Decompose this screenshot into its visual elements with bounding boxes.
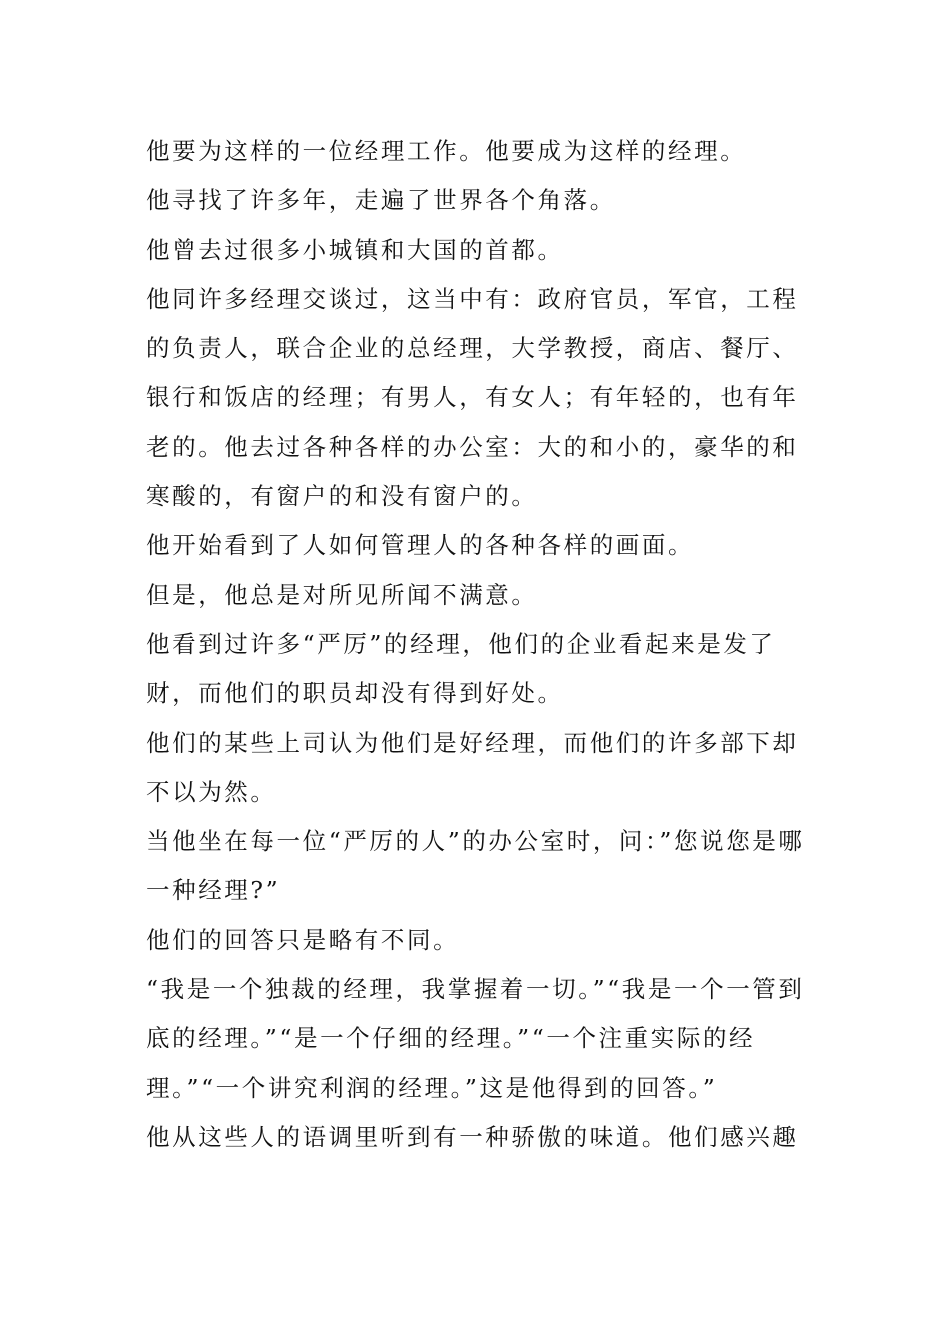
paragraph: 他开始看到了人如何管理人的各种各样的画面。	[146, 531, 695, 560]
paragraph: “我是一个独裁的经理，我掌握着一切。”“我是一个一管到底的经理。”“是一个仔细的经理。”“一个注重实际的经理。”“一个讲究利润的经理。”这是他得到的回答。”	[146, 975, 805, 1102]
paragraph: 他要为这样的一位经理工作。他要成为这样的经理。	[146, 137, 747, 165]
paragraph: 他同许多经理交谈过，这当中有：政府官员，军官，工程的负责人，联合企业的总经理，大学教授，商店、餐厅、银行和饭店的经理；有男人，有女人；有年轻的，也有年老的。他去过各种各样的办公室：大的和小的，豪华的和寒酸的，有窗户的和没有窗户的。	[146, 284, 799, 511]
paragraph: 他从这些人的语调里听到有一种骄傲的味道。他们感兴趣	[146, 1122, 799, 1151]
body-text	[146, 127, 810, 1162]
paragraph: 他们的回答只是略有不同。	[146, 925, 460, 954]
paragraph: 但是，他总是对所见所闻不满意。	[146, 580, 538, 609]
paragraph: 他寻找了许多年，走遍了世界各个角落。	[146, 186, 616, 215]
paragraph: 他们的某些上司认为他们是好经理，而他们的许多部下却不以为然。	[146, 728, 799, 806]
paragraph: 他看到过许多“严厉”的经理，他们的企业看起来是发了财，而他们的职员却没有得到好处。	[146, 629, 776, 708]
paragraph: 当他坐在每一位“严厉的人”的办公室时，问：”您说您是哪一种经理?”	[146, 827, 805, 905]
paragraph: 他曾去过很多小城镇和大国的首都。	[146, 235, 564, 264]
